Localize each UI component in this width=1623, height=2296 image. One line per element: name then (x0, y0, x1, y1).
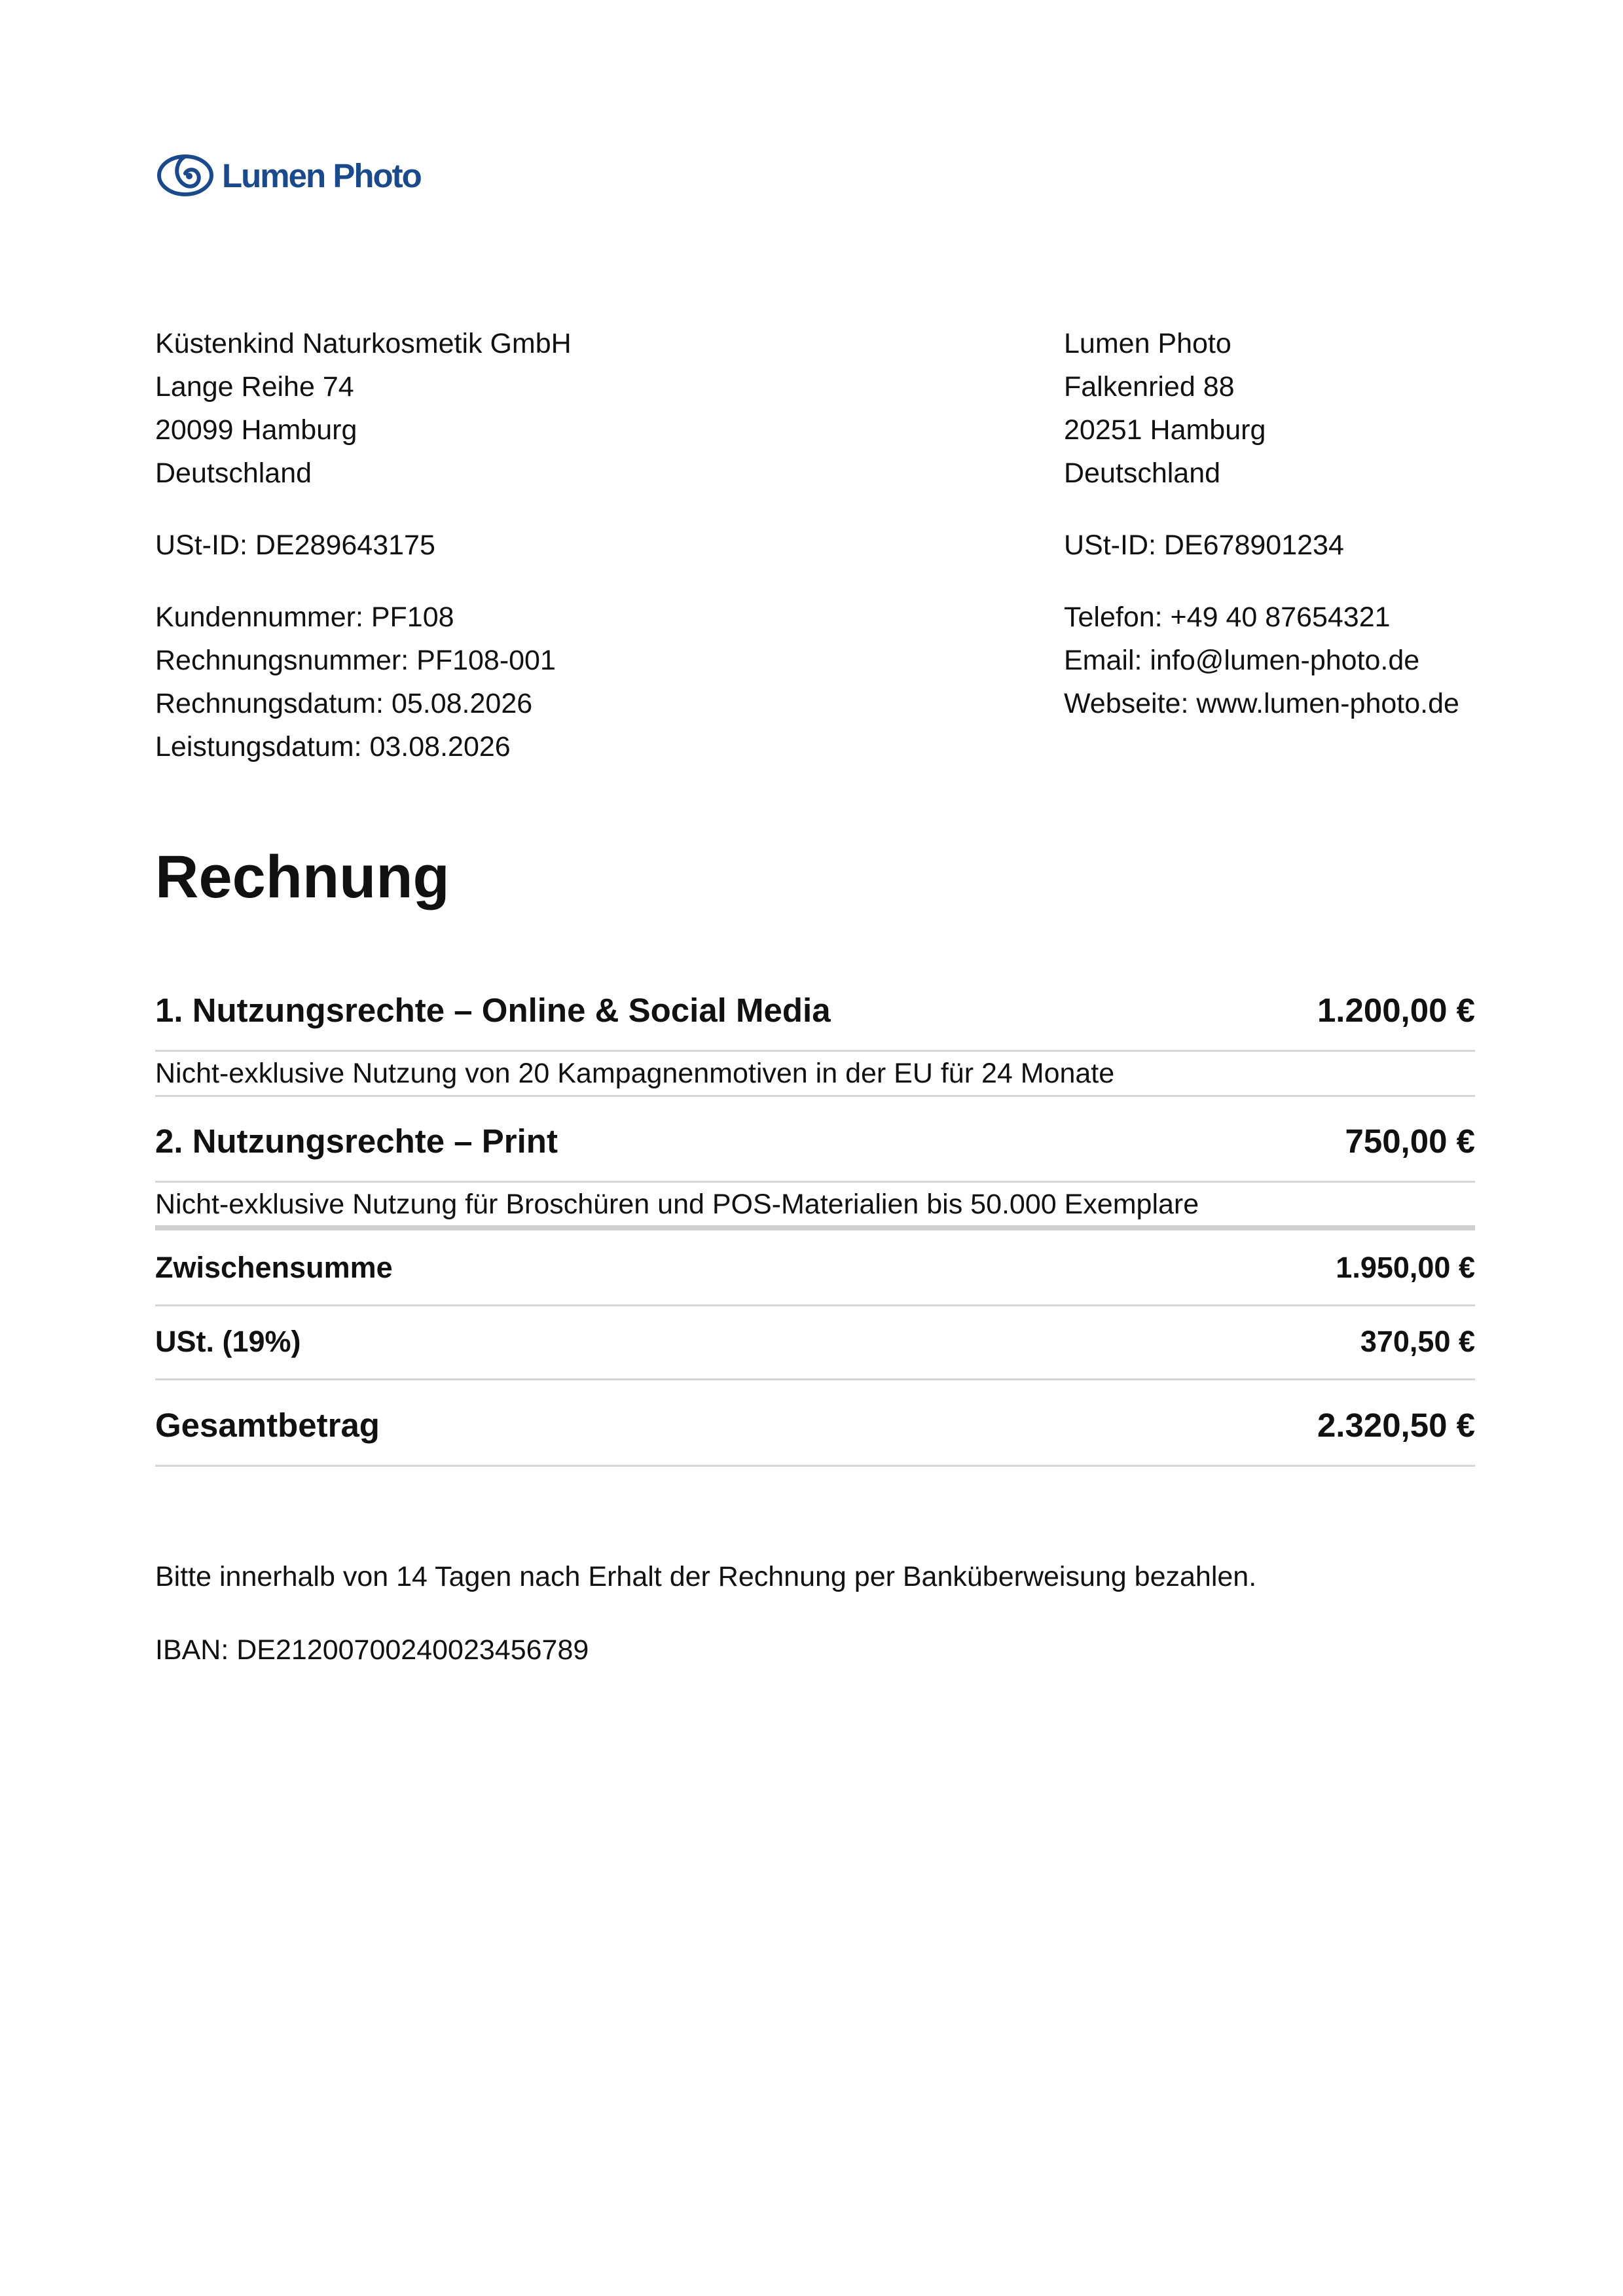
invoice-date: Rechnungsdatum: 05.08.2026 (155, 688, 533, 719)
subtotal-row (155, 1245, 1475, 1291)
payment-note: Bitte innerhalb von 14 Tagen nach Erhalt der Rechnung per Banküberweisung bezahlen. (155, 1561, 1257, 1592)
customer-number: Kundennummer: PF108 (155, 601, 454, 633)
line-item-amount: 1.200,00 € (1317, 991, 1475, 1029)
sender-website: Webseite: www.lumen-photo.de (1064, 688, 1459, 719)
subtotal-amount: 1.950,00 € (1336, 1251, 1475, 1284)
invoice-number: Rechnungsnummer: PF108-001 (155, 645, 556, 676)
line-item-description-row (155, 1183, 1475, 1226)
sender-street: Falkenried 88 (1064, 371, 1235, 403)
sender-vat-id: USt-ID: DE678901234 (1064, 529, 1344, 561)
divider (155, 1465, 1475, 1467)
recipient-name: Küstenkind Naturkosmetik GmbH (155, 328, 572, 359)
tax-row (155, 1319, 1475, 1365)
total-amount: 2.320,50 € (1317, 1406, 1475, 1444)
line-item-description-row (155, 1052, 1475, 1095)
divider (155, 1095, 1475, 1097)
recipient-vat-id: USt-ID: DE289643175 (155, 529, 435, 561)
line-item (155, 1118, 1475, 1164)
line-item (155, 987, 1475, 1033)
sender-city: 20251 Hamburg (1064, 414, 1266, 446)
total-label: Gesamtbetrag (155, 1406, 380, 1444)
sender-country: Deutschland (1064, 457, 1221, 489)
iban: IBAN: DE21200700240023456789 (155, 1634, 589, 1666)
subtotal-label: Zwischensumme (155, 1251, 393, 1284)
sender-name: Lumen Photo (1064, 328, 1231, 359)
sender-email: Email: info@lumen-photo.de (1064, 645, 1420, 676)
total-row (155, 1401, 1475, 1449)
aperture-spiral-icon (155, 152, 215, 198)
divider-thick (155, 1225, 1475, 1230)
line-item-title: 2. Nutzungsrechte – Print (155, 1122, 558, 1160)
line-item-amount: 750,00 € (1345, 1122, 1475, 1160)
recipient-city: 20099 Hamburg (155, 414, 357, 446)
line-item-description: Nicht-exklusive Nutzung für Broschüren und POS-Materialien bis 50.000 Exemplare (155, 1188, 1199, 1220)
invoice-title: Rechnung (155, 844, 450, 910)
tax-amount: 370,50 € (1360, 1325, 1475, 1358)
brand-name: Lumen Photo (222, 156, 421, 194)
recipient-country: Deutschland (155, 457, 312, 489)
brand-logo (155, 149, 421, 202)
service-date: Leistungsdatum: 03.08.2026 (155, 731, 511, 762)
divider (155, 1378, 1475, 1380)
divider (155, 1304, 1475, 1306)
recipient-street: Lange Reihe 74 (155, 371, 354, 403)
tax-label: USt. (19%) (155, 1325, 301, 1358)
sender-phone: Telefon: +49 40 87654321 (1064, 601, 1391, 633)
line-item-title: 1. Nutzungsrechte – Online & Social Media (155, 991, 831, 1029)
line-item-description: Nicht-exklusive Nutzung von 20 Kampagnenmotiven in der EU für 24 Monate (155, 1057, 1115, 1089)
